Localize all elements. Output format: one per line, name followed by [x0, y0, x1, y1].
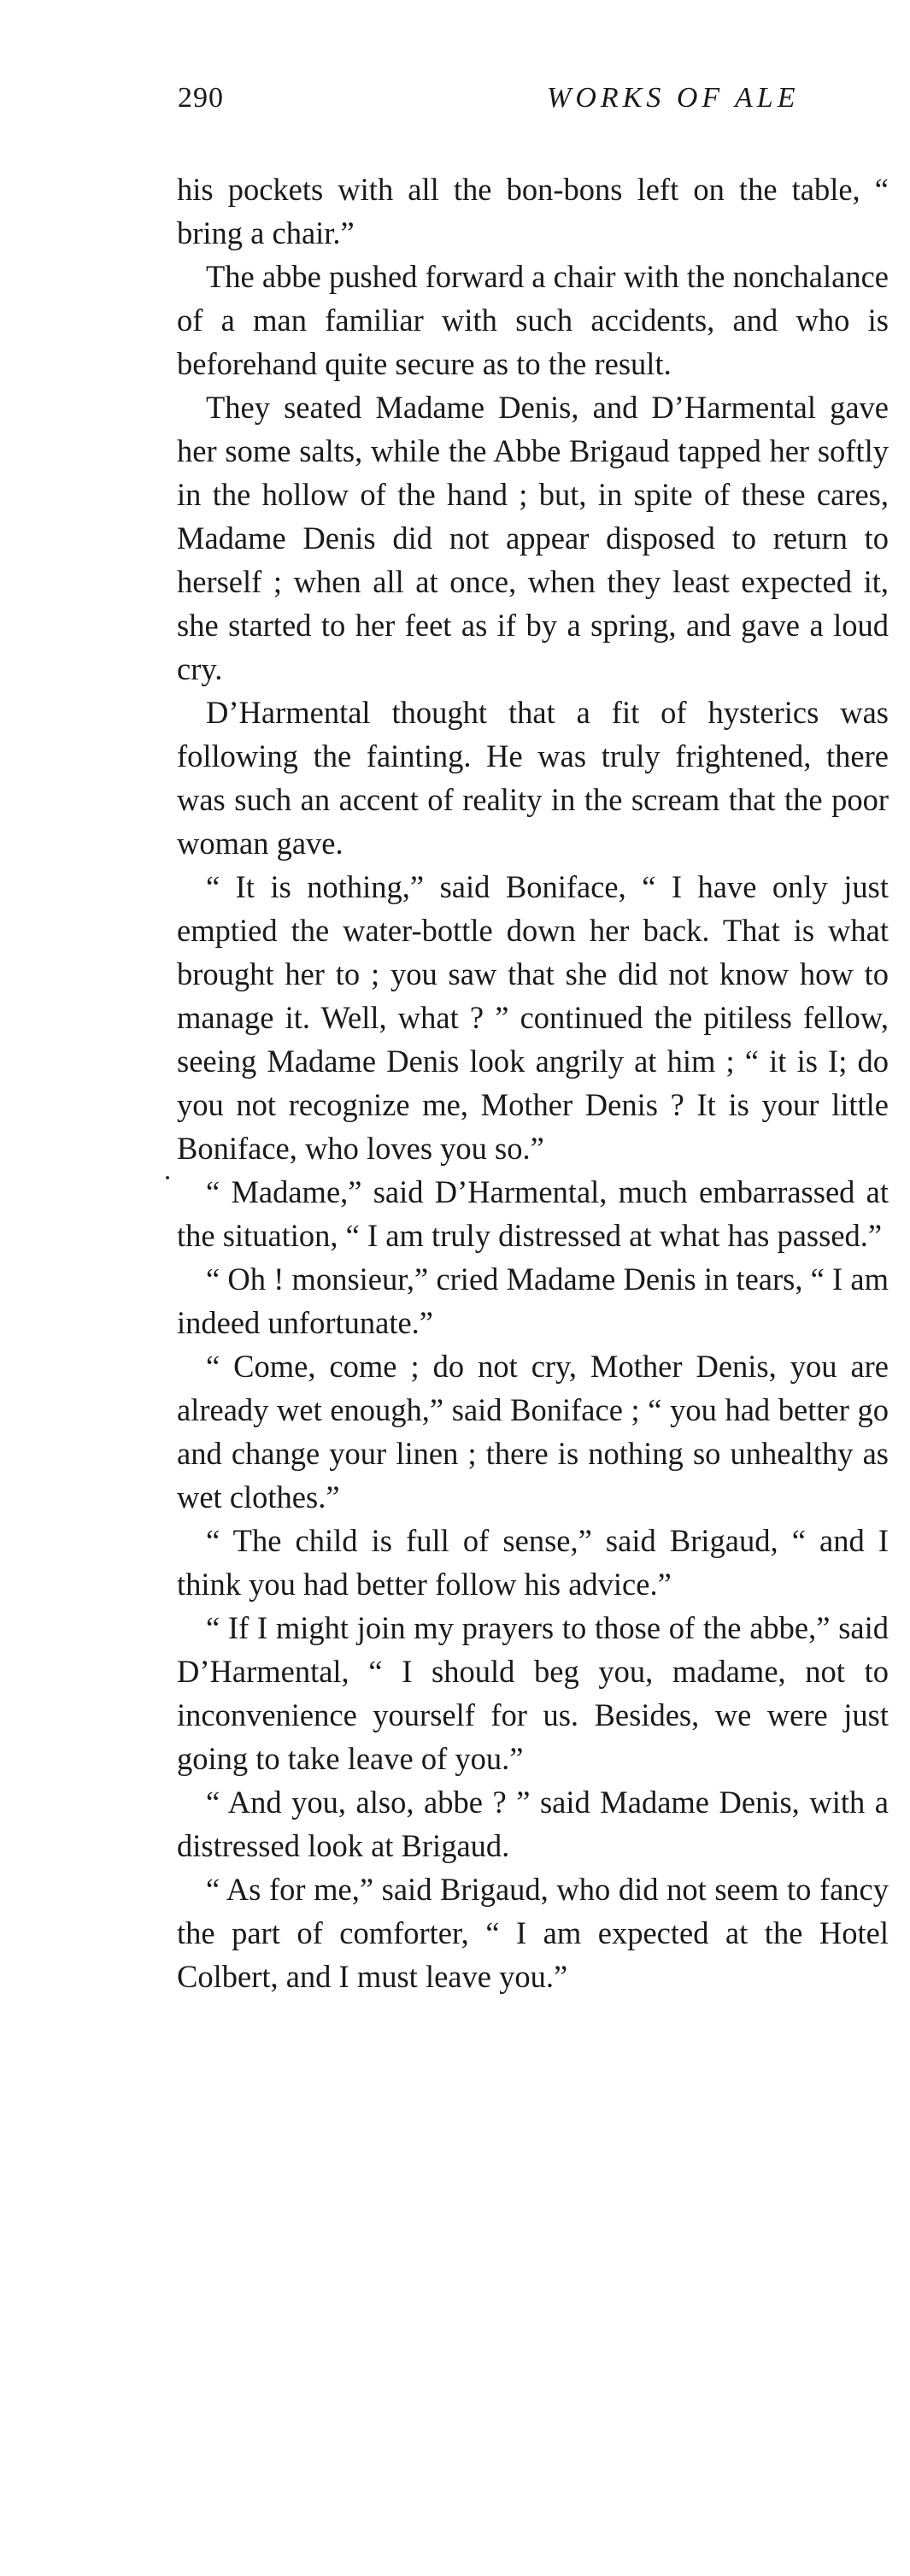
paragraph: D’Harmental thought that a fit of hysterics was following the fainting. He was truly frightened, there was such an accent of reality in the scream that the poor woman gave.: [177, 695, 889, 861]
paragraph: “ As for me,” said Brigaud, who did not seem to fancy the part of comforter, “ I am expected at the Hotel Colbert, and I must leave you.”: [177, 1872, 889, 1994]
paragraph: “ Madame,” said D’Harmental, much embarrassed at the situation, “ I am truly distressed at what has passed.”: [177, 1174, 889, 1253]
paragraph: “ The child is full of sense,” said Brigaud, “ and I think you had better follow his advice.”: [177, 1523, 889, 1602]
running-title: WORKS OF ALE: [547, 82, 800, 114]
paragraph: his pockets with all the bon-bons left on the table, “ bring a chair.”: [177, 172, 889, 250]
page-number: 290: [178, 82, 224, 114]
paragraph: “ And you, also, abbe ? ” said Madame Denis, with a distressed look at Brigaud.: [177, 1785, 889, 1863]
running-head: [178, 82, 910, 125]
paragraph: “ It is nothing,” said Boniface, “ I have only just emptied the water-bottle down her back. That is what brought her to ; you saw that she did not know how to manage it. Well, what ? ” continued the pitiless fellow, seeing Madame Denis look angrily at him ; “ it is I; do you not recognize me, Mother Denis ? It is your little Boniface, who loves you so.”: [177, 869, 889, 1166]
paragraph: “ Oh ! monsieur,” cried Madame Denis in tears, “ I am indeed unfortunate.”: [177, 1262, 889, 1340]
body-text: [177, 168, 889, 1998]
ink-speck: [166, 1176, 169, 1179]
paragraph: They seated Madame Denis, and D’Harmental gave her some salts, while the Abbe Brigaud tapped her softly in the hollow of the hand ; but, in spite of these cares, Madame Denis did not appear disposed to return to herself ; when all at once, when they least expected it, she started to her feet as if by a spring, and gave a loud cry.: [177, 390, 889, 686]
paragraph: “ If I might join my prayers to those of the abbe,” said D’Harmental, “ I should beg you, madame, not to inconvenience yourself for us. Besides, we were just going to take leave of you.”: [177, 1610, 889, 1776]
paragraph: “ Come, come ; do not cry, Mother Denis, you are already wet enough,” said Boniface ; “ you had better go and change your linen ; there is nothing so unhealthy as wet clothes.”: [177, 1349, 889, 1514]
paragraph: The abbe pushed forward a chair with the nonchalance of a man familiar with such accidents, and who is beforehand quite secure as to the result.: [177, 259, 889, 381]
